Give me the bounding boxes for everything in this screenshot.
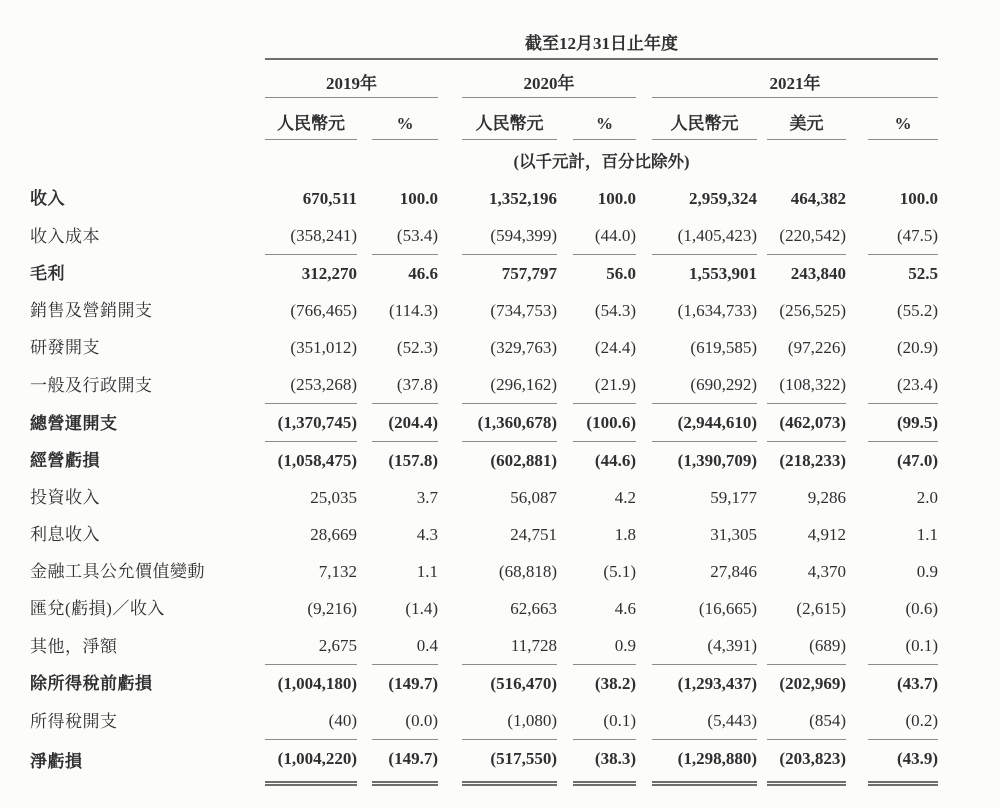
column-gap (757, 255, 767, 293)
value-cell: (38.3) (573, 740, 636, 784)
value-cell: 56,087 (510, 488, 557, 507)
value-cell: 100.0 (399, 189, 438, 208)
column-gap (757, 404, 767, 442)
value-cell: (1,080) (462, 702, 557, 740)
value-cell: (462,073) (767, 404, 846, 442)
column-gap (357, 292, 372, 329)
value-cell: (5.1) (603, 562, 636, 581)
column-gap (846, 627, 868, 665)
value-cell: (52.3) (396, 338, 438, 357)
value-cell: 2,675 (265, 627, 357, 665)
value-cell: (594,399) (462, 217, 557, 255)
value-cell: (9,216) (307, 599, 357, 618)
column-gap (636, 627, 652, 665)
column-gap (757, 516, 767, 553)
column-gap (636, 217, 652, 255)
value-cell: (0.6) (905, 599, 939, 618)
column-gap (357, 479, 372, 516)
column-gap (846, 404, 868, 442)
row-label: 淨虧損 (30, 751, 83, 771)
row-label: 一般及行政開支 (30, 375, 153, 395)
value-cell: (0.1) (868, 627, 938, 665)
col-header-2019-rmb: 人民幣元 (265, 98, 357, 140)
row-label: 匯兌(虧損)／收入 (30, 599, 165, 618)
value-cell: 0.9 (916, 562, 939, 581)
value-cell: 4,912 (807, 525, 846, 544)
table-row (30, 627, 938, 665)
value-cell: 4.2 (614, 488, 636, 507)
value-cell: (114.3) (389, 301, 438, 320)
value-cell: (256,525) (779, 301, 846, 320)
column-gap (557, 404, 573, 442)
value-cell: (24.4) (594, 338, 636, 357)
col-header-2019-pct: % (372, 98, 438, 140)
column-gap (438, 702, 462, 740)
column-gap (557, 665, 573, 703)
table-row (30, 442, 938, 480)
value-cell: 100.0 (899, 189, 939, 208)
value-cell: (1,390,709) (677, 451, 757, 470)
column-gap (757, 590, 767, 627)
value-cell: (1,058,475) (277, 451, 357, 470)
column-gap (438, 180, 462, 217)
value-cell: 4,370 (807, 562, 846, 581)
table-row (30, 255, 938, 293)
table-row (30, 329, 938, 366)
label-column-spacer (30, 26, 265, 59)
column-gap (846, 740, 868, 784)
column-gap (636, 553, 652, 590)
column-gap (438, 740, 462, 784)
value-cell: 0.4 (372, 627, 438, 665)
value-cell: 24,751 (510, 525, 557, 544)
column-gap (357, 627, 372, 665)
value-cell: (5,443) (652, 702, 757, 740)
value-cell: (689) (767, 627, 846, 665)
value-cell: (0.2) (868, 702, 938, 740)
column-gap (636, 590, 652, 627)
value-cell: (2,615) (796, 599, 846, 618)
col-header-2020-rmb: 人民幣元 (462, 98, 557, 140)
value-cell: (253,268) (265, 366, 357, 404)
column-gap (438, 516, 462, 553)
year-header-2020: 2020年 (462, 59, 636, 98)
value-cell: 59,177 (710, 488, 757, 507)
table-row (30, 740, 938, 784)
currency-header-row (30, 98, 938, 140)
value-cell: 312,270 (301, 264, 357, 283)
column-gap (357, 255, 372, 293)
value-cell: 4.6 (614, 599, 636, 618)
value-cell: 2,959,324 (689, 189, 757, 208)
table-row (30, 553, 938, 590)
column-gap (636, 180, 652, 217)
column-gap (557, 627, 573, 665)
column-gap (557, 329, 573, 366)
column-gap (357, 516, 372, 553)
column-gap (636, 479, 652, 516)
column-gap (438, 665, 462, 703)
period-header: 截至12月31日止年度 (265, 26, 938, 59)
value-cell: 46.6 (408, 264, 438, 283)
column-gap (757, 180, 767, 217)
value-cell: (37.8) (372, 366, 438, 404)
value-cell: 3.7 (416, 488, 438, 507)
row-label: 收入成本 (30, 226, 100, 246)
column-gap (757, 292, 767, 329)
column-gap (557, 366, 573, 404)
units-note-row (30, 140, 938, 181)
value-cell: (43.7) (896, 674, 939, 693)
value-cell: (1,004,180) (277, 674, 357, 693)
column-gap (757, 627, 767, 665)
value-cell: (54.3) (594, 301, 636, 320)
column-gap (357, 740, 372, 784)
column-gap (757, 329, 767, 366)
column-gap (846, 255, 868, 293)
column-gap (557, 255, 573, 293)
column-gap (636, 516, 652, 553)
value-cell: (16,665) (698, 599, 757, 618)
value-cell: (1,360,678) (462, 404, 557, 442)
column-gap (438, 366, 462, 404)
column-gap (438, 292, 462, 329)
table-row (30, 590, 938, 627)
table-row (30, 665, 938, 703)
column-gap (757, 665, 767, 703)
value-cell: 243,840 (790, 264, 846, 283)
column-gap (636, 255, 652, 293)
column-gap (438, 442, 462, 480)
row-label: 經營虧損 (30, 451, 100, 470)
value-cell: 4.3 (416, 525, 438, 544)
row-label: 除所得稅前虧損 (30, 674, 153, 693)
value-cell: (47.5) (868, 217, 938, 255)
value-cell: (0.1) (573, 702, 636, 740)
column-gap (846, 329, 868, 366)
value-cell: (766,465) (290, 301, 357, 320)
value-cell: (108,322) (767, 366, 846, 404)
value-cell: (68,818) (498, 562, 557, 581)
year-header-row (30, 59, 938, 98)
column-gap (846, 180, 868, 217)
value-cell: (40) (265, 702, 357, 740)
value-cell: (157.8) (388, 451, 438, 470)
value-cell: (1,634,733) (677, 301, 757, 320)
value-cell: (854) (767, 702, 846, 740)
table-row (30, 516, 938, 553)
row-label: 投資收入 (30, 488, 100, 507)
column-gap (757, 553, 767, 590)
value-cell: 11,728 (462, 627, 557, 665)
column-gap (357, 180, 372, 217)
value-cell: (220,542) (767, 217, 846, 255)
column-gap (557, 217, 573, 255)
period-header-row (30, 26, 938, 59)
row-label: 利息收入 (30, 525, 100, 544)
column-gap (357, 590, 372, 627)
value-cell: (21.9) (573, 366, 636, 404)
column-gap (357, 442, 372, 480)
column-gap (636, 442, 652, 480)
value-cell: 670,511 (302, 189, 357, 208)
column-gap (846, 702, 868, 740)
row-label: 毛利 (30, 264, 65, 283)
value-cell: (619,585) (690, 338, 757, 357)
column-gap (438, 255, 462, 293)
column-gap (557, 740, 573, 784)
value-cell: 464,382 (790, 189, 846, 208)
value-cell: 1.1 (416, 562, 438, 581)
value-cell: 56.0 (606, 264, 636, 283)
value-cell: (204.4) (372, 404, 438, 442)
col-header-2021-usd: 美元 (767, 98, 846, 140)
column-gap (757, 702, 767, 740)
value-cell: (1.4) (405, 599, 438, 618)
value-cell: 2.0 (916, 488, 939, 507)
row-label: 銷售及營銷開支 (30, 301, 153, 320)
value-cell: (2,944,610) (652, 404, 757, 442)
value-cell: (203,823) (767, 740, 846, 784)
value-cell: 757,797 (501, 264, 557, 283)
column-gap (846, 366, 868, 404)
col-header-2021-pct: % (868, 98, 938, 140)
value-cell: (218,233) (779, 451, 846, 470)
income-statement-table (30, 26, 938, 786)
column-gap (438, 627, 462, 665)
column-gap (846, 665, 868, 703)
value-cell: 0.9 (573, 627, 636, 665)
column-gap (438, 217, 462, 255)
value-cell: (1,004,220) (265, 740, 357, 784)
column-gap (557, 180, 573, 217)
column-gap (846, 217, 868, 255)
column-gap (438, 404, 462, 442)
column-gap (636, 292, 652, 329)
col-header-2020-pct: % (573, 98, 636, 140)
column-gap (557, 590, 573, 627)
value-cell: (149.7) (388, 674, 438, 693)
row-label: 其他，淨額 (30, 636, 118, 656)
value-cell: 1,352,196 (489, 189, 557, 208)
column-gap (636, 329, 652, 366)
column-gap (636, 702, 652, 740)
table-row (30, 366, 938, 404)
units-note: (以千元計，百分比除外) (513, 152, 690, 171)
value-cell: 28,669 (310, 525, 357, 544)
value-cell: (55.2) (896, 301, 939, 320)
column-gap (357, 366, 372, 404)
column-gap (357, 702, 372, 740)
column-gap (438, 329, 462, 366)
value-cell: 31,305 (710, 525, 757, 544)
column-gap (438, 590, 462, 627)
column-gap (357, 404, 372, 442)
value-cell: 52.5 (908, 264, 939, 283)
value-cell: (4,391) (652, 627, 757, 665)
value-cell: (202,969) (779, 674, 846, 693)
column-gap (846, 442, 868, 480)
value-cell: (99.5) (868, 404, 938, 442)
table-row (30, 292, 938, 329)
column-gap (557, 702, 573, 740)
column-gap (757, 442, 767, 480)
table-row (30, 479, 938, 516)
value-cell: (602,881) (490, 451, 557, 470)
column-gap (438, 479, 462, 516)
column-gap (846, 590, 868, 627)
row-label: 收入 (30, 189, 65, 208)
column-gap (757, 217, 767, 255)
column-gap (557, 292, 573, 329)
column-gap (757, 366, 767, 404)
column-gap (357, 329, 372, 366)
row-label: 總營運開支 (30, 413, 118, 433)
row-label: 研發開支 (30, 338, 100, 357)
column-gap (846, 553, 868, 590)
value-cell: (100.6) (573, 404, 636, 442)
value-cell: 9,286 (807, 488, 846, 507)
value-cell: (23.4) (868, 366, 938, 404)
value-cell: (516,470) (490, 674, 557, 693)
table-row (30, 702, 938, 740)
value-cell: 7,132 (318, 562, 357, 581)
column-gap (636, 740, 652, 784)
column-gap (757, 740, 767, 784)
column-gap (557, 479, 573, 516)
value-cell: (517,550) (462, 740, 557, 784)
value-cell: (43.9) (868, 740, 938, 784)
value-cell: (296,162) (462, 366, 557, 404)
value-cell: (1,293,437) (677, 674, 757, 693)
year-header-2019: 2019年 (265, 59, 438, 98)
value-cell: 1.8 (614, 525, 636, 544)
column-gap (357, 553, 372, 590)
value-cell: (1,298,880) (652, 740, 757, 784)
table-row (30, 180, 938, 217)
row-label: 金融工具公允價值變動 (30, 562, 205, 581)
value-cell: (690,292) (652, 366, 757, 404)
value-cell: 62,663 (510, 599, 557, 618)
table-row (30, 404, 938, 442)
column-gap (357, 665, 372, 703)
value-cell: (351,012) (290, 338, 357, 357)
column-gap (846, 479, 868, 516)
column-gap (846, 516, 868, 553)
value-cell: 1,553,901 (689, 264, 757, 283)
value-cell: 100.0 (597, 189, 636, 208)
value-cell: (149.7) (372, 740, 438, 784)
column-gap (557, 516, 573, 553)
value-cell: 25,035 (310, 488, 357, 507)
value-cell: (44.6) (594, 451, 636, 470)
column-gap (557, 442, 573, 480)
value-cell: (20.9) (896, 338, 939, 357)
table-row (30, 217, 938, 255)
value-cell: (1,405,423) (652, 217, 757, 255)
column-gap (636, 665, 652, 703)
column-gap (357, 217, 372, 255)
column-gap (557, 553, 573, 590)
column-gap (636, 366, 652, 404)
value-cell: (329,763) (490, 338, 557, 357)
col-header-2021-rmb: 人民幣元 (652, 98, 757, 140)
value-cell: (358,241) (265, 217, 357, 255)
value-cell: 27,846 (710, 562, 757, 581)
table-body (30, 180, 938, 784)
column-gap (636, 404, 652, 442)
row-label: 所得稅開支 (30, 711, 118, 731)
value-cell: 1.1 (916, 525, 939, 544)
value-cell: (38.2) (594, 674, 636, 693)
value-cell: (53.4) (372, 217, 438, 255)
column-gap (757, 479, 767, 516)
value-cell: (734,753) (490, 301, 557, 320)
value-cell: (1,370,745) (265, 404, 357, 442)
column-gap (438, 553, 462, 590)
year-header-2021: 2021年 (652, 59, 938, 98)
value-cell: (44.0) (573, 217, 636, 255)
column-gap (846, 292, 868, 329)
value-cell: (47.0) (896, 451, 939, 470)
value-cell: (97,226) (787, 338, 846, 357)
value-cell: (0.0) (372, 702, 438, 740)
